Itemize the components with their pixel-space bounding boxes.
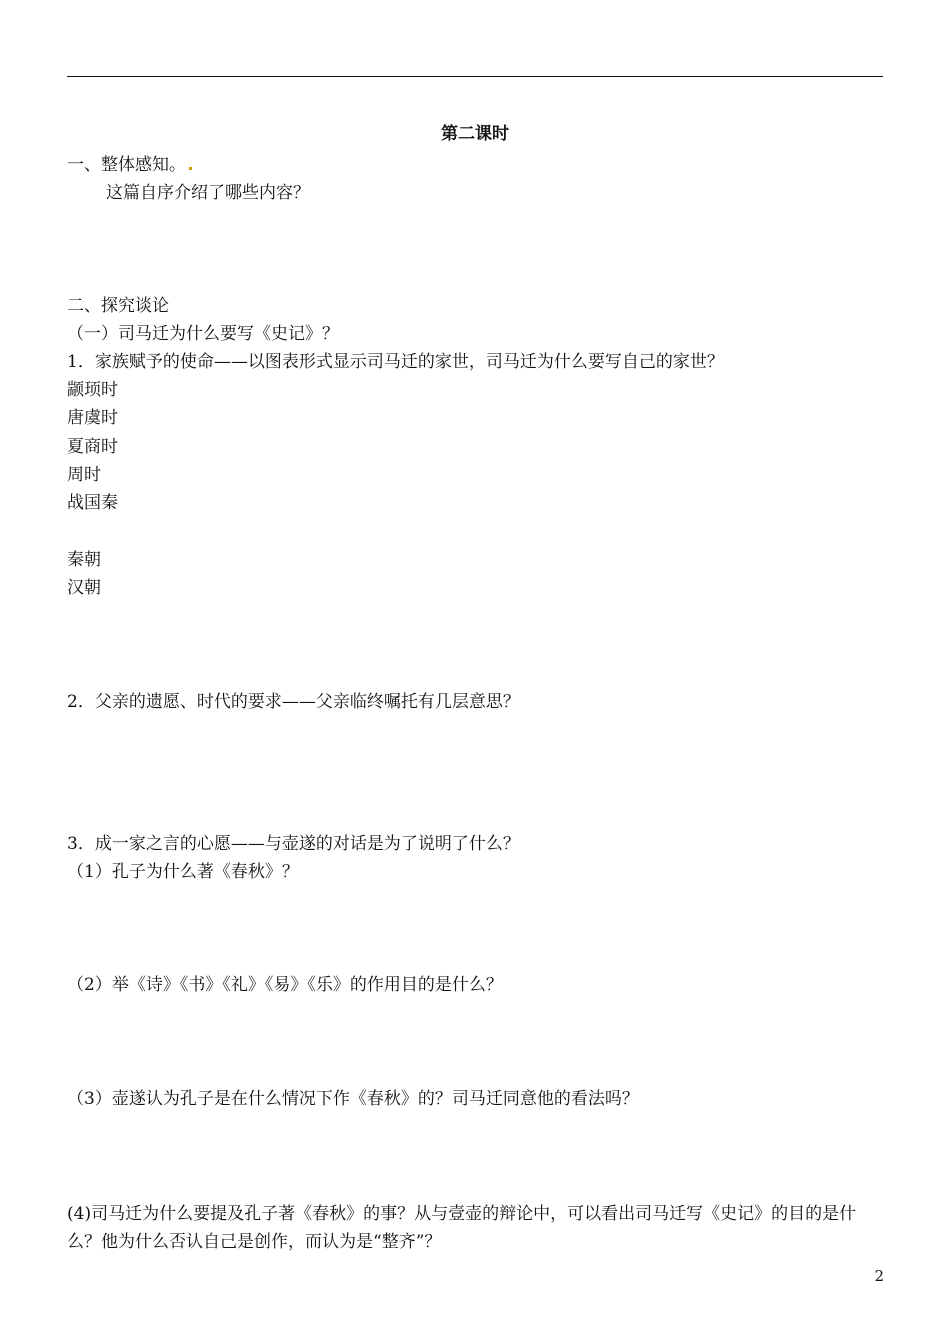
question-3-1: （1）孔子为什么著《春秋》？ xyxy=(67,862,299,882)
section1-heading: 一、整体感知。 xyxy=(67,155,186,175)
question-2: 2．父亲的遗愿、时代的要求——父亲临终嘱托有几层意思？ xyxy=(67,692,520,712)
lesson-title: 第二课时 xyxy=(441,124,509,144)
section1-heading-line xyxy=(67,154,192,176)
era-item: 夏商时 xyxy=(67,437,118,457)
era-item: 汉朝 xyxy=(67,578,101,598)
era-item: 唐虞时 xyxy=(67,408,118,428)
question-1: 1．家族赋予的使命——以图表形式显示司马迁的家世，司马迁为什么要写自己的家世？ xyxy=(67,352,724,372)
section1-question: 这篇自序介绍了哪些内容？ xyxy=(106,183,310,203)
era-item: 颛顼时 xyxy=(67,380,118,400)
header-rule xyxy=(67,76,883,77)
question-3-4: (4)司马迁为什么要提及孔子著《春秋》的事？从与壹壶的辩论中，可以看出司马迁写《史记》的目的是什么？他为什么否认自己是创作，而认为是“整齐”？ xyxy=(67,1204,857,1252)
section2-heading: 二、探究谈论 xyxy=(67,296,169,316)
era-item: 秦朝 xyxy=(67,550,101,570)
subsection-heading: （一）司马迁为什么要写《史记》？ xyxy=(67,324,339,344)
era-item: 周时 xyxy=(67,465,101,485)
question-3: 3．成一家之言的心愿——与壶遂的对话是为了说明了什么？ xyxy=(67,834,520,854)
mark-dot xyxy=(189,167,192,170)
era-item: 战国秦 xyxy=(67,493,118,513)
page-number: 2 xyxy=(874,1267,884,1285)
question-3-2: （2）举《诗》《书》《礼》《易》《乐》的作用目的是什么？ xyxy=(67,975,503,995)
question-3-3: （3）壶遂认为孔子是在什么情况下作《春秋》的？司马迁同意他的看法吗？ xyxy=(67,1089,639,1109)
